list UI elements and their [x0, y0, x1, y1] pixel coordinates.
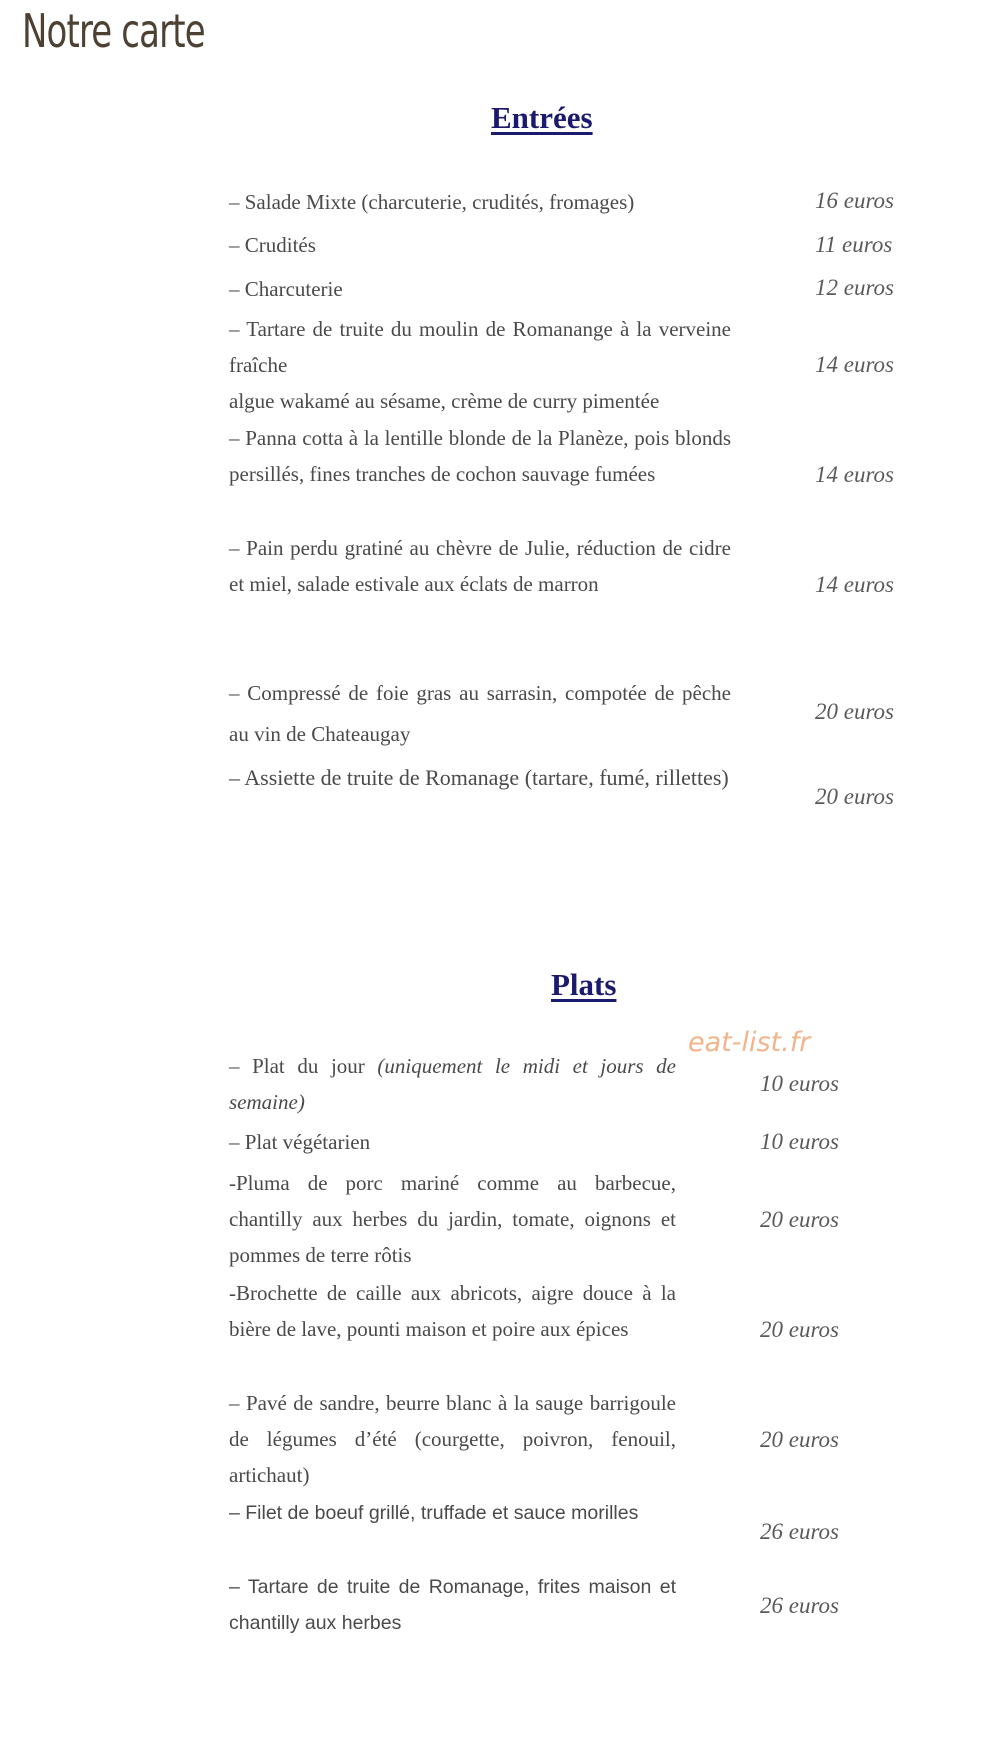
menu-item-note: (uniquement le midi et jours de semaine) — [229, 1054, 677, 1114]
watermark: eat-list.fr — [688, 1027, 811, 1058]
menu-item-name: -Brochette de caille aux abricots, aigre douce à la bière de lave, pounti maison et poire aux épices — [229, 1281, 676, 1341]
menu-item-name: – Pain perdu gratiné au chèvre de Julie, réduction de cidre et miel, salade estivale aux éclats de marron — [229, 536, 731, 596]
page-title: Notre carte — [22, 4, 205, 58]
menu-item-name: – Salade Mixte (charcuterie, crudités, fromages) — [229, 190, 635, 214]
menu-item-price: 14 euros — [815, 352, 895, 377]
menu-item-name: – Charcuterie — [229, 277, 343, 301]
plats-title: Plats — [551, 967, 617, 1002]
menu-item-price: 20 euros — [760, 1207, 840, 1232]
menu-item-price: 14 euros — [815, 462, 895, 487]
menu-item-name: – Compressé de foie gras au sarrasin, compotée de pêche au vin de Chateaugay — [229, 681, 731, 746]
menu-item-price: 20 euros — [815, 784, 895, 809]
menu-item-name: – Tartare de truite de Romanage, frites maison et chantilly aux herbes — [229, 1576, 676, 1634]
menu-item-name: – Crudités — [229, 233, 316, 257]
menu-item-name: – Assiette de truite de Romanage (tartare, fumé, rillettes) — [229, 765, 729, 790]
menu-item-price: 11 euros — [815, 232, 893, 257]
menu-item-name: – Plat végétarien — [229, 1130, 371, 1154]
menu-item-price: 20 euros — [760, 1317, 840, 1342]
menu-item-price: 20 euros — [815, 699, 895, 724]
menu-item-price: 26 euros — [760, 1593, 840, 1618]
menu-item-price: 20 euros — [760, 1427, 840, 1452]
menu-item-name: – Tartare de truite du moulin de Romanange à la verveine fraîche — [229, 317, 731, 377]
entrees-title: Entrées — [491, 100, 593, 135]
menu-item-name: – Filet de boeuf grillé, truffade et sauce morilles — [229, 1502, 639, 1524]
menu-item-name-main: – Plat du jour — [229, 1054, 365, 1078]
menu-item-name: – Pavé de sandre, beurre blanc à la sauge barrigoule de légumes d’été (courgette, poivron, fenouil, artichaut) — [229, 1391, 676, 1487]
menu-item-price: 16 euros — [815, 188, 895, 213]
menu-item-name: – Panna cotta à la lentille blonde de la Planèze, pois blonds persillés, fines tranches de cochon sauvage fumées — [229, 426, 731, 486]
menu-item-name: -Pluma de porc mariné comme au barbecue, chantilly aux herbes du jardin, tomate, oignons et pommes de terre rôtis — [229, 1171, 676, 1267]
menu-item-name — [229, 1048, 676, 1120]
menu-item-price: 10 euros — [760, 1071, 840, 1096]
menu-item-price: 12 euros — [815, 275, 895, 300]
menu-item-price: 26 euros — [760, 1519, 840, 1544]
menu-item-price: 10 euros — [760, 1129, 840, 1154]
menu-item-price: 14 euros — [815, 572, 895, 597]
menu-item-name-line2: algue wakamé au sésame, crème de curry pimentée — [229, 389, 660, 413]
